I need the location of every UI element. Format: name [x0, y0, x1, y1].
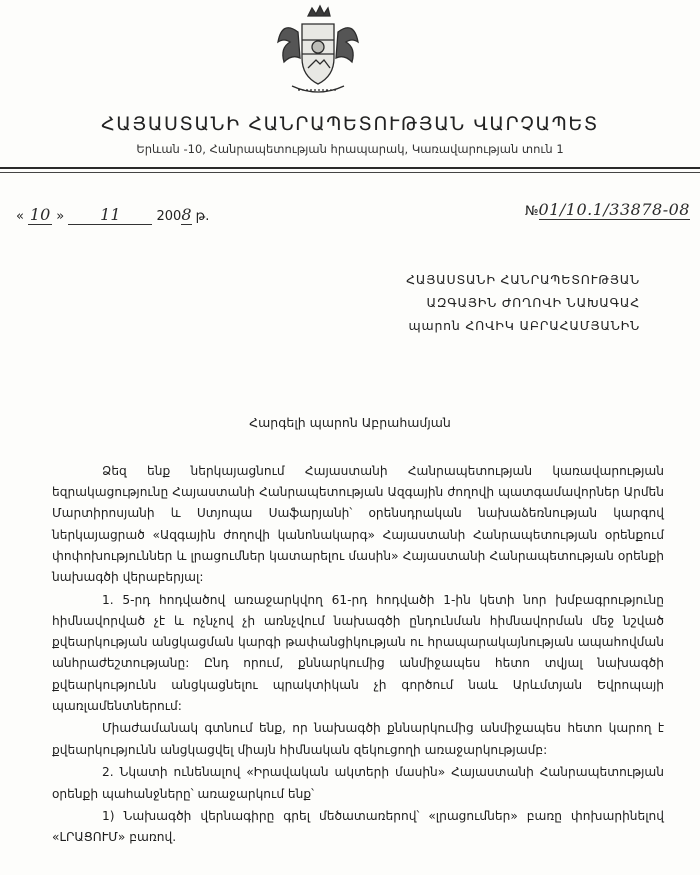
registration-value: 01/10.1/33878-08: [538, 200, 690, 219]
registration-number: [525, 200, 690, 219]
addressee-line-3: պարոն ՀՈՎԻԿ ԱԲՐԱՀԱՄՅԱՆԻՆ: [408, 318, 640, 333]
date-year-prefix: 200: [156, 209, 182, 224]
addressee-line-2: ԱԶԳԱՅԻՆ ԺՈՂՈՎԻ ՆԱԽԱԳԱՀ: [426, 295, 640, 310]
header-divider: [0, 167, 700, 169]
addressee-block: [340, 268, 640, 337]
date-open-quote: «: [16, 209, 24, 224]
date-close-quote: »: [56, 209, 65, 224]
body-paragraph-3: Միաժամանակ գտնում ենք, որ նախագծի քննարկումից անմիջապես հետո կարող է քվեարկությունն անցկացվել միայն հիմնական զեկուցողի առաջարկությամբ:: [52, 721, 664, 757]
body-paragraph-5: 1) Նախագծի վերնագիրը գրել մեծատառերով՝ «լրացումներ» բառը փոխարինելով «ԼՐԱՑՈՒՄ» բառով.: [52, 809, 664, 845]
letter-body: [52, 461, 664, 850]
body-paragraph-1: Ձեզ ենք ներկայացնում Հայաստանի Հանրապետության կառավարության եզրակացությունը Հայաստանի Հանրապետության Ազգային ժողովի պատգամավորներ Արմեն Մարտիրոսյանի և Ստյոպա Սաֆարյանի՝ օրենսդրական նախաձեռնության կարգով ներկայացրած «Ազգային ժողովի կանոնակարգ» Հայաստանի Հանրապետության օրենքում փոփոխություններ և լրացումներ կատարելու մասին» Հայաստանի Հանրապետության օրենքի նախագծի վերաբերյալ:: [52, 464, 664, 585]
date-month: 11: [100, 205, 121, 224]
letter-date: [16, 205, 209, 225]
salutation: Հարգելի պարոն Աբրահամյան: [249, 415, 451, 430]
date-suffix: թ.: [195, 209, 210, 224]
addressee-line-1: ՀԱՅԱՍՏԱՆԻ ՀԱՆՐԱՊԵՏՈՒԹՅԱՆ: [406, 272, 640, 287]
date-day: 10: [29, 205, 51, 224]
coat-of-arms-emblem: [268, 2, 368, 102]
date-year-digit: 8: [181, 205, 192, 224]
header-divider-thin: [0, 172, 700, 173]
body-paragraph-4: 2. Նկատի ունենալով «Իրավական ակտերի մասին» Հայաստանի Հանրապետության օրենքի պահանջները՝ առաջարկում ենք՝: [52, 765, 664, 801]
date-year: [156, 205, 192, 224]
registration-prefix: №: [525, 204, 539, 219]
government-title: ՀԱՅԱՍՏԱՆԻ ՀԱՆՐԱՊԵՏՈՒԹՅԱՆ ՎԱՐՉԱՊԵՏ: [101, 113, 599, 135]
government-address: Երևան -10, Հանրապետության հրապարակ, Կառավարության տուն 1: [136, 142, 564, 156]
body-paragraph-2: 1. 5-րդ հոդվածով առաջարկվող 61-րդ հոդվածի 1-ին կետի նոր խմբագրությունը հիմնավորված չէ և ոչնչով չի առնչվում նախագծի ընդունման հիմնավորման մեջ նշված քվեարկության անցկացման կարգի թափանցիկության ու հրապարակայնության ապահովման անհրաժեշտությանը: Ընդ որում, քննարկումից անմիջապես հետո տվյալ նախագծի քվեարկությունն անցկացնելու պրակտիկան չի գործում նաև Արևմտյան Եվրոպայի պառլամենտներում:: [52, 592, 664, 713]
